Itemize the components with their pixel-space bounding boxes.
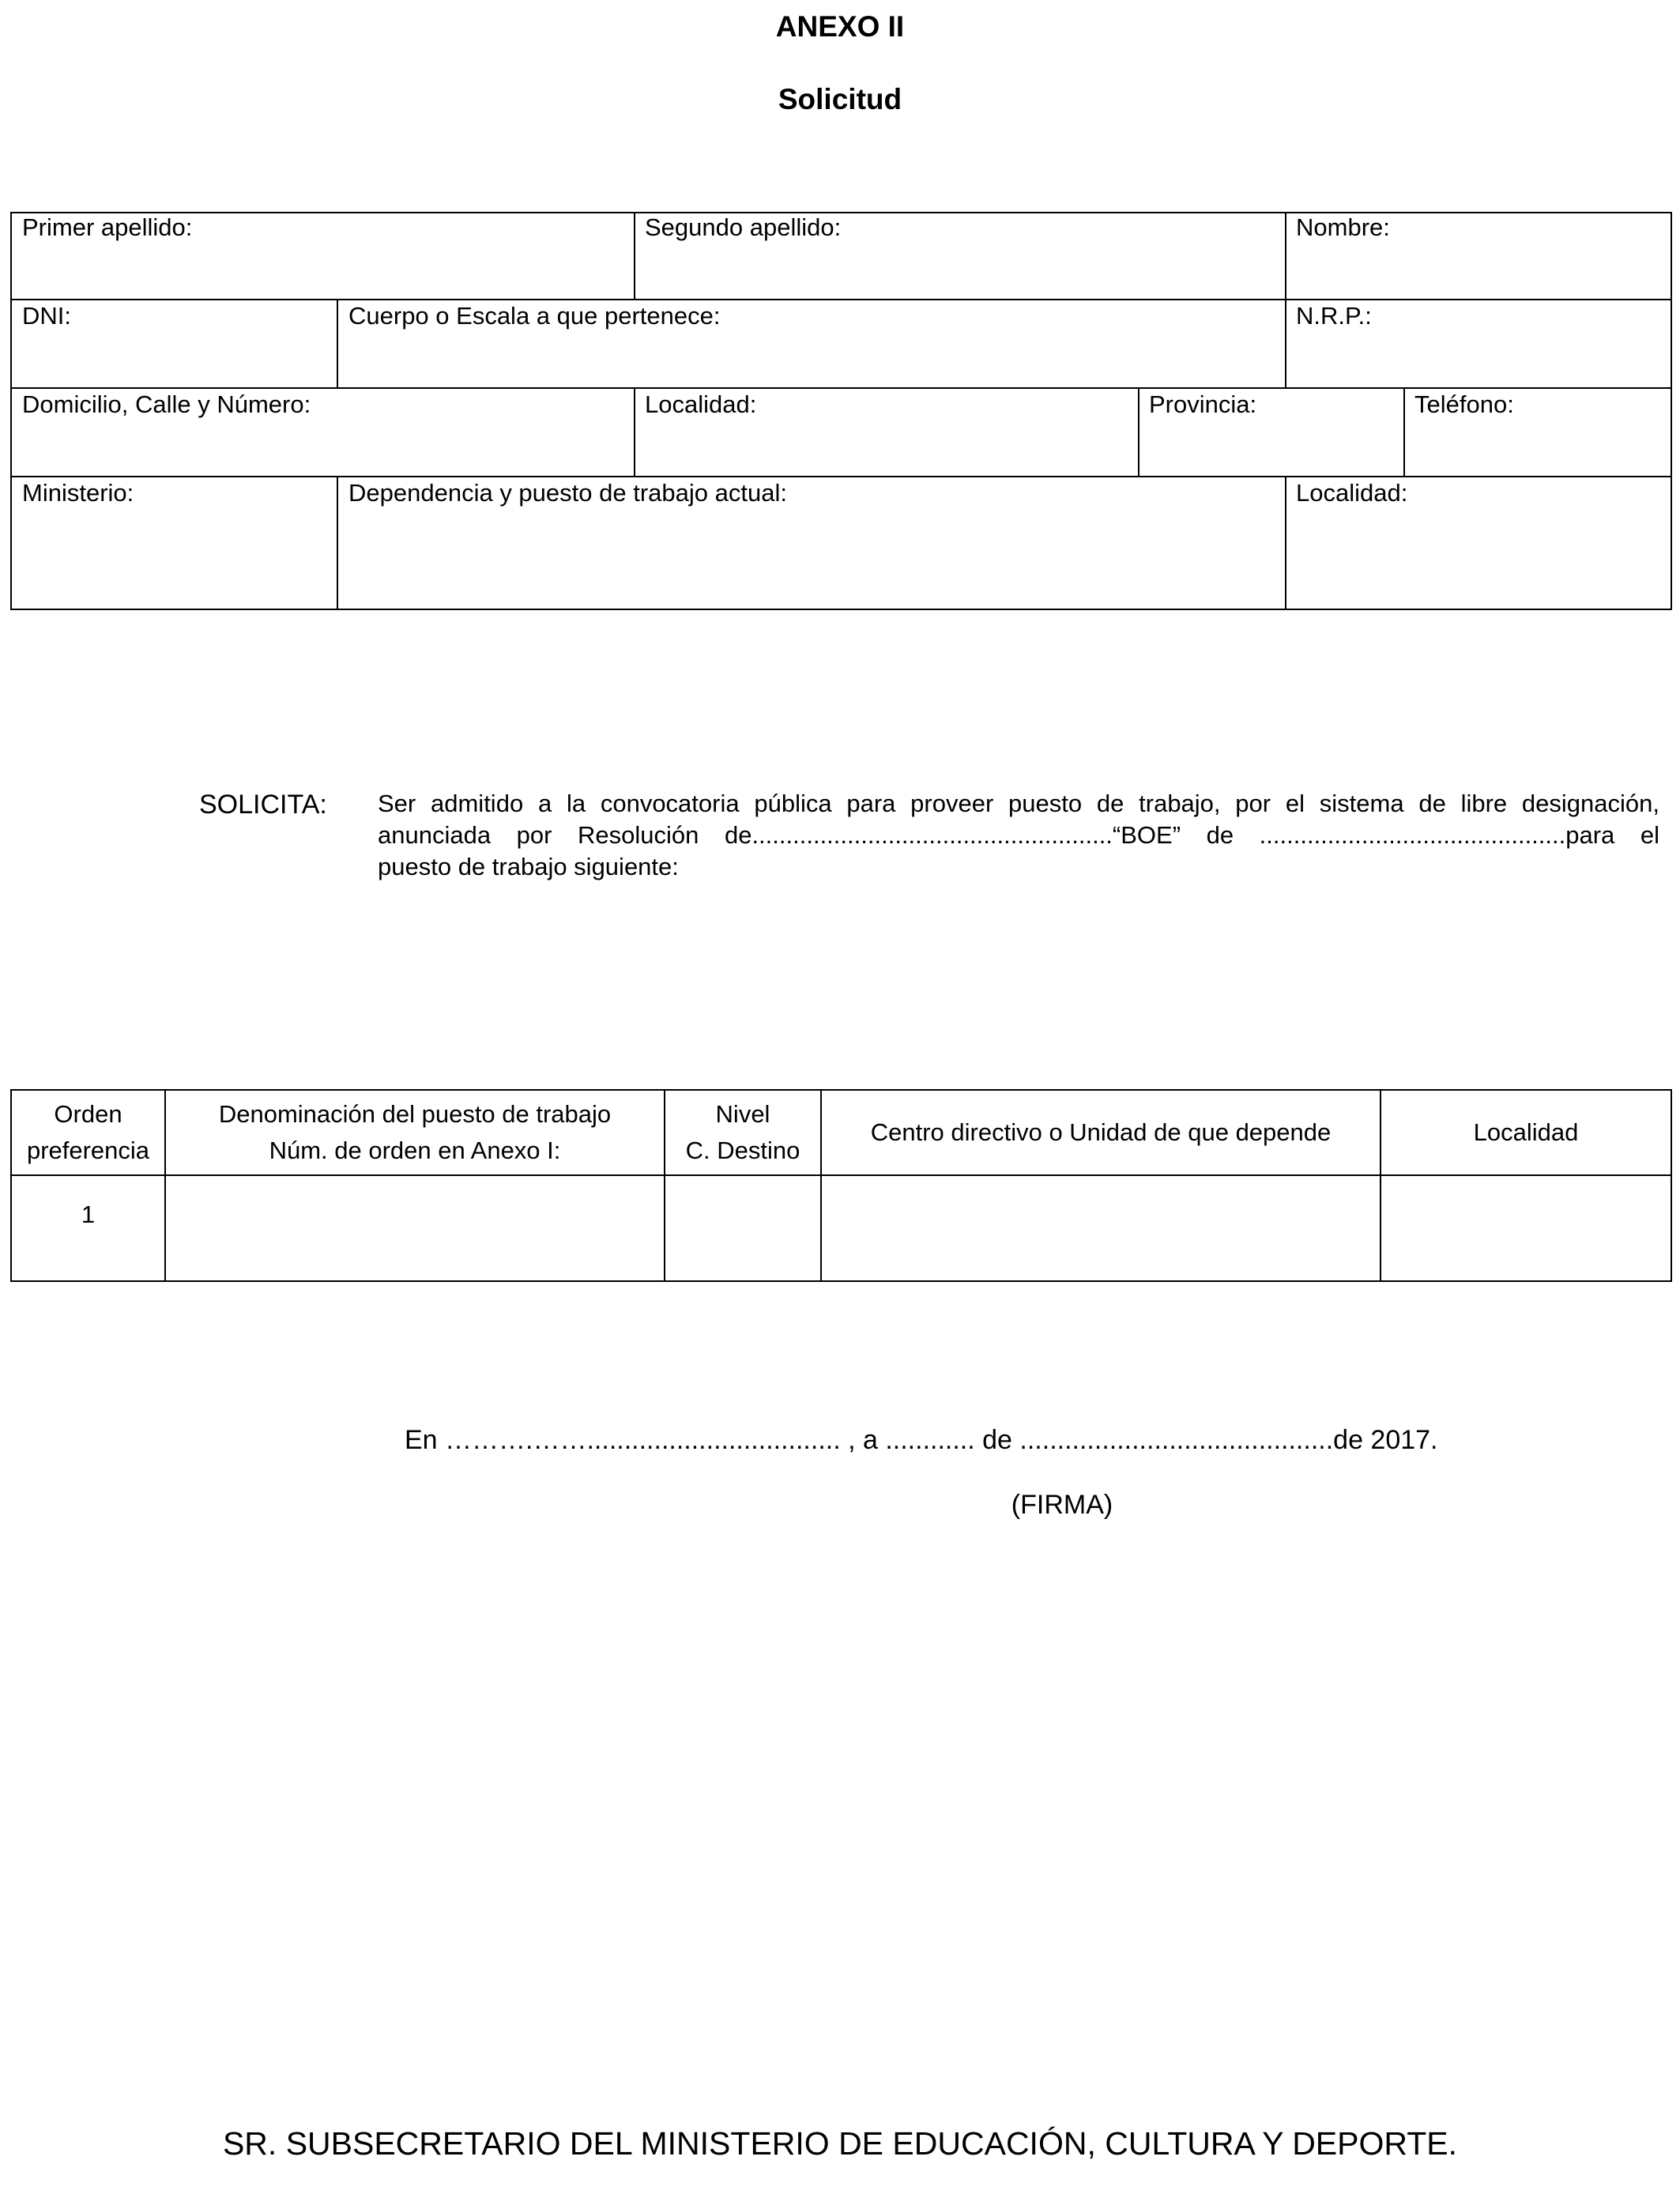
column-header-nivel bbox=[665, 1091, 820, 1174]
solicita-label: SOLICITA: bbox=[199, 790, 327, 820]
column-header-orden bbox=[12, 1091, 164, 1174]
form-divider bbox=[634, 387, 635, 477]
annex-title: ANEXO II bbox=[775, 10, 905, 43]
form-divider bbox=[634, 212, 635, 300]
field-localidad[interactable]: Localidad: bbox=[645, 390, 757, 418]
solicita-text-line: anunciada por Resolución de.....................................................“BOE” de .............................................para el bbox=[378, 821, 1659, 849]
form-divider bbox=[1285, 476, 1286, 610]
form-border-bottom bbox=[10, 609, 1672, 610]
column-header-line: Localidad bbox=[1473, 1118, 1579, 1146]
column-header-line: Nivel bbox=[715, 1100, 770, 1128]
column-header-line: Núm. de orden en Anexo I: bbox=[269, 1137, 561, 1164]
solicita-text-line: Ser admitido a la convocatoria pública para proveer puesto de trabajo, por el sistema de libre designación, bbox=[378, 790, 1659, 817]
field-ministerio[interactable]: Ministerio: bbox=[22, 479, 134, 507]
date-place-line[interactable]: En ……….…….................................. , a ............ de ..........................................de 2017. bbox=[405, 1425, 1438, 1455]
form-divider bbox=[1138, 387, 1139, 477]
column-header-line: Centro directivo o Unidad de que depende bbox=[870, 1118, 1332, 1146]
form-divider bbox=[10, 476, 1672, 477]
form-border-top bbox=[10, 212, 1672, 213]
column-header-line: Denominación del puesto de trabajo bbox=[218, 1100, 612, 1128]
form-border-left bbox=[10, 212, 12, 610]
field-nombre[interactable]: Nombre: bbox=[1296, 213, 1390, 241]
form-divider bbox=[337, 476, 338, 610]
field-nrp[interactable]: N.R.P.: bbox=[1296, 302, 1372, 330]
column-header-localidad bbox=[1381, 1091, 1671, 1174]
table-row bbox=[12, 1176, 164, 1272]
table-border-right bbox=[1671, 1089, 1672, 1282]
column-header-line: C. Destino bbox=[685, 1137, 800, 1164]
column-header-centro bbox=[822, 1091, 1380, 1174]
column-header-line: preferencia bbox=[26, 1137, 150, 1164]
form-divider bbox=[10, 299, 1672, 300]
form-divider bbox=[1285, 212, 1286, 300]
field-provincia[interactable]: Provincia: bbox=[1149, 390, 1257, 418]
field-dependencia-puesto[interactable]: Dependencia y puesto de trabajo actual: bbox=[348, 479, 787, 507]
field-dni[interactable]: DNI: bbox=[22, 302, 71, 330]
form-divider bbox=[1403, 387, 1405, 477]
addressee-line: SR. SUBSECRETARIO DEL MINISTERIO DE EDUCACIÓN, CULTURA Y DEPORTE. bbox=[222, 2125, 1458, 2162]
field-primer-apellido[interactable]: Primer apellido: bbox=[22, 213, 193, 241]
field-localidad-actual[interactable]: Localidad: bbox=[1296, 479, 1408, 507]
cell-nivel[interactable] bbox=[665, 1176, 820, 1280]
field-telefono[interactable]: Teléfono: bbox=[1414, 390, 1514, 418]
field-segundo-apellido[interactable]: Segundo apellido: bbox=[645, 213, 842, 241]
form-divider bbox=[10, 387, 1672, 389]
page-title: Solicitud bbox=[778, 83, 902, 115]
cell-orden: 1 bbox=[81, 1201, 96, 1228]
form-divider bbox=[337, 299, 338, 389]
cell-localidad[interactable] bbox=[1381, 1176, 1671, 1280]
cell-centro[interactable] bbox=[822, 1176, 1380, 1280]
field-domicilio[interactable]: Domicilio, Calle y Número: bbox=[22, 390, 311, 418]
column-header-denominacion bbox=[166, 1091, 664, 1174]
field-cuerpo-escala[interactable]: Cuerpo o Escala a que pertenece: bbox=[348, 302, 721, 330]
signature-label: (FIRMA) bbox=[1011, 1490, 1113, 1520]
cell-denominacion[interactable] bbox=[166, 1176, 664, 1280]
column-header-line: Orden bbox=[54, 1100, 122, 1128]
solicita-text-line: puesto de trabajo siguiente: bbox=[378, 853, 679, 880]
form-divider bbox=[1285, 299, 1286, 389]
form-border-right bbox=[1671, 212, 1672, 610]
table-border-bottom bbox=[10, 1280, 1672, 1282]
